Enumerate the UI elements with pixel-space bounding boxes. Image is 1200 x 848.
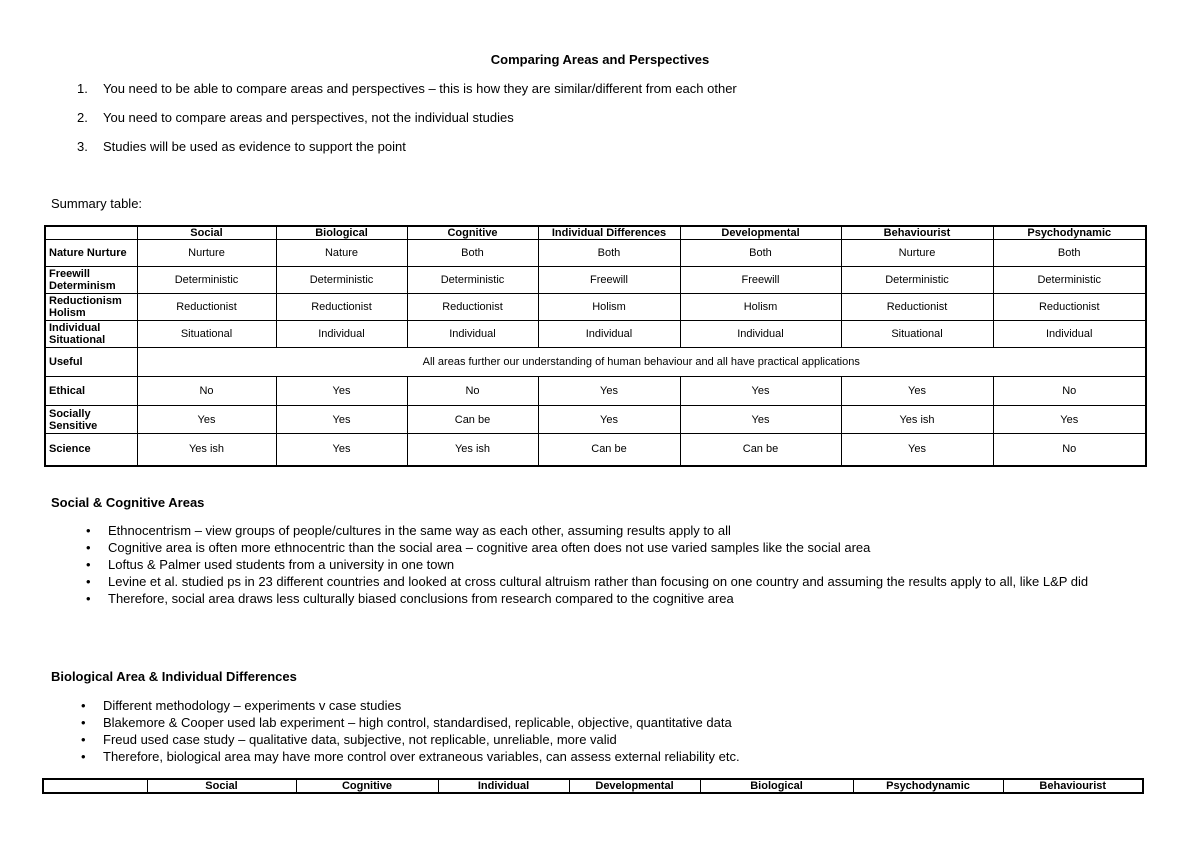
header-cell: Psychodynamic xyxy=(853,779,1003,793)
table-row xyxy=(45,406,1146,434)
table-cell: Nurture xyxy=(841,240,993,267)
table-cell: Yes xyxy=(841,377,993,406)
section-heading: Biological Area & Individual Differences xyxy=(51,669,297,684)
table-cell: Holism xyxy=(538,294,680,321)
summary-table-label: Summary table: xyxy=(51,196,143,211)
section-heading: Social & Cognitive Areas xyxy=(51,495,205,510)
list-item-text: Different methodology – experiments v case studies xyxy=(103,698,402,713)
table-cell: Yes xyxy=(680,406,841,434)
table-cell: No xyxy=(993,434,1146,466)
table-row xyxy=(45,434,1146,466)
bullet-icon: • xyxy=(86,591,91,606)
table-cell: Nurture xyxy=(137,240,276,267)
table-cell: Individual xyxy=(993,321,1146,348)
list-item-text: Therefore, biological area may have more control over extraneous variables, can assess external reliability etc. xyxy=(103,749,740,764)
table-cell: Holism xyxy=(680,294,841,321)
table-cell: Freewill xyxy=(680,267,841,294)
bullet-icon: • xyxy=(86,574,91,589)
list-item xyxy=(81,697,1143,714)
list-item xyxy=(81,731,1143,748)
numbered-item xyxy=(77,139,406,154)
table-cell: Yes xyxy=(276,406,407,434)
header-cell xyxy=(43,779,147,793)
list-item-text: Freud used case study – qualitative data, subjective, not replicable, unreliable, more valid xyxy=(103,732,617,747)
table-cell: Yes xyxy=(276,377,407,406)
table-row xyxy=(45,377,1146,406)
header-cell: Developmental xyxy=(680,226,841,240)
header-cell: Individual xyxy=(438,779,569,793)
table-cell: Situational xyxy=(137,321,276,348)
list-item-text: Cognitive area is often more ethnocentric than the social area – cognitive area often does not use varied samples like the social area xyxy=(108,540,871,555)
table-cell: Reductionist xyxy=(407,294,538,321)
row-label: Ethical xyxy=(45,377,137,406)
table-cell: Deterministic xyxy=(993,267,1146,294)
table-cell: Individual xyxy=(276,321,407,348)
table-cell: Can be xyxy=(538,434,680,466)
table-cell: Both xyxy=(680,240,841,267)
table-row xyxy=(45,240,1146,267)
header-cell xyxy=(45,226,137,240)
table-cell: Yes ish xyxy=(137,434,276,466)
header-cell: Behaviourist xyxy=(841,226,993,240)
list-item xyxy=(81,748,1143,765)
table-cell: Deterministic xyxy=(407,267,538,294)
row-label: Useful xyxy=(45,348,137,377)
table-cell: Can be xyxy=(407,406,538,434)
row-label: Socially Sensitive xyxy=(45,406,137,434)
table-cell: Nature xyxy=(276,240,407,267)
summary-table xyxy=(44,225,1147,467)
table-cell: Both xyxy=(993,240,1146,267)
table-cell: Freewill xyxy=(538,267,680,294)
merged-cell: All areas further our understanding of human behaviour and all have practical applications xyxy=(137,348,1146,377)
table-cell: No xyxy=(407,377,538,406)
bullet-icon: • xyxy=(86,523,91,538)
list-item-text: Levine et al. studied ps in 23 different countries and looked at cross cultural altruism rather than focusing on one country and assuming the results apply to all, like L&P did xyxy=(108,574,1089,589)
item-number: 2. xyxy=(77,110,88,125)
header-cell: Cognitive xyxy=(296,779,438,793)
header-cell: Psychodynamic xyxy=(993,226,1146,240)
table-cell: Yes xyxy=(538,406,680,434)
list-item xyxy=(86,522,1148,539)
numbered-item xyxy=(77,110,514,125)
bullet-list xyxy=(81,697,1143,765)
header-cell: Biological xyxy=(276,226,407,240)
table-cell: Can be xyxy=(680,434,841,466)
table-cell: Individual xyxy=(407,321,538,348)
table-cell: Individual xyxy=(680,321,841,348)
item-text: You need to compare areas and perspectives, not the individual studies xyxy=(103,110,514,125)
table-cell: Situational xyxy=(841,321,993,348)
bullet-list xyxy=(86,522,1148,607)
list-item-text: Therefore, social area draws less culturally biased conclusions from research compared to the cognitive area xyxy=(108,591,734,606)
bullet-icon: • xyxy=(81,698,86,713)
table-cell: Deterministic xyxy=(137,267,276,294)
table-cell: Deterministic xyxy=(276,267,407,294)
header-cell: Individual Differences xyxy=(538,226,680,240)
table-cell: Both xyxy=(407,240,538,267)
header-cell: Social xyxy=(147,779,296,793)
page-title: Comparing Areas and Perspectives xyxy=(490,52,710,67)
table-cell: Individual xyxy=(538,321,680,348)
header-cell: Developmental xyxy=(569,779,700,793)
table-cell: Reductionist xyxy=(276,294,407,321)
row-label: Nature Nurture xyxy=(45,240,137,267)
row-label: Science xyxy=(45,434,137,466)
table-cell: Reductionist xyxy=(137,294,276,321)
item-text: You need to be able to compare areas and perspectives – this is how they are similar/different from each other xyxy=(103,81,737,96)
bullet-icon: • xyxy=(86,540,91,555)
item-number: 1. xyxy=(77,81,88,96)
comparison-table xyxy=(42,778,1144,794)
numbered-item xyxy=(77,81,737,96)
bullet-icon: • xyxy=(81,749,86,764)
list-item xyxy=(81,714,1143,731)
table-row xyxy=(45,267,1146,294)
list-item xyxy=(86,556,1148,573)
list-item-text: Blakemore & Cooper used lab experiment – high control, standardised, replicable, objective, quantitative data xyxy=(103,715,732,730)
table-header-row xyxy=(43,779,1143,793)
table-cell: Yes xyxy=(137,406,276,434)
list-item xyxy=(86,539,1148,556)
row-label: Individual Situational xyxy=(45,321,137,348)
header-cell: Biological xyxy=(700,779,853,793)
table-cell: Yes ish xyxy=(407,434,538,466)
item-number: 3. xyxy=(77,139,88,154)
table-cell: No xyxy=(993,377,1146,406)
header-cell: Social xyxy=(137,226,276,240)
header-cell: Behaviourist xyxy=(1003,779,1143,793)
row-label: Freewill Determinism xyxy=(45,267,137,294)
bullet-icon: • xyxy=(86,557,91,572)
table-cell: Reductionist xyxy=(993,294,1146,321)
table-cell: Reductionist xyxy=(841,294,993,321)
table-cell: Yes xyxy=(680,377,841,406)
list-item-text: Ethnocentrism – view groups of people/cultures in the same way as each other, assuming results apply to all xyxy=(108,523,731,538)
table-row xyxy=(45,348,1146,377)
list-item xyxy=(86,573,1148,590)
list-item-text: Loftus & Palmer used students from a university in one town xyxy=(108,557,455,572)
bullet-icon: • xyxy=(81,732,86,747)
table-cell: Deterministic xyxy=(841,267,993,294)
table-row xyxy=(45,321,1146,348)
bullet-icon: • xyxy=(81,715,86,730)
row-label: Reductionism Holism xyxy=(45,294,137,321)
table-row xyxy=(45,294,1146,321)
table-cell: Yes xyxy=(841,434,993,466)
table-cell: Yes xyxy=(993,406,1146,434)
table-header-row xyxy=(45,226,1146,240)
list-item xyxy=(86,590,1148,607)
table-cell: No xyxy=(137,377,276,406)
table-cell: Yes xyxy=(538,377,680,406)
header-cell: Cognitive xyxy=(407,226,538,240)
item-text: Studies will be used as evidence to support the point xyxy=(103,139,406,154)
table-cell: Yes ish xyxy=(841,406,993,434)
table-cell: Both xyxy=(538,240,680,267)
table-cell: Yes xyxy=(276,434,407,466)
